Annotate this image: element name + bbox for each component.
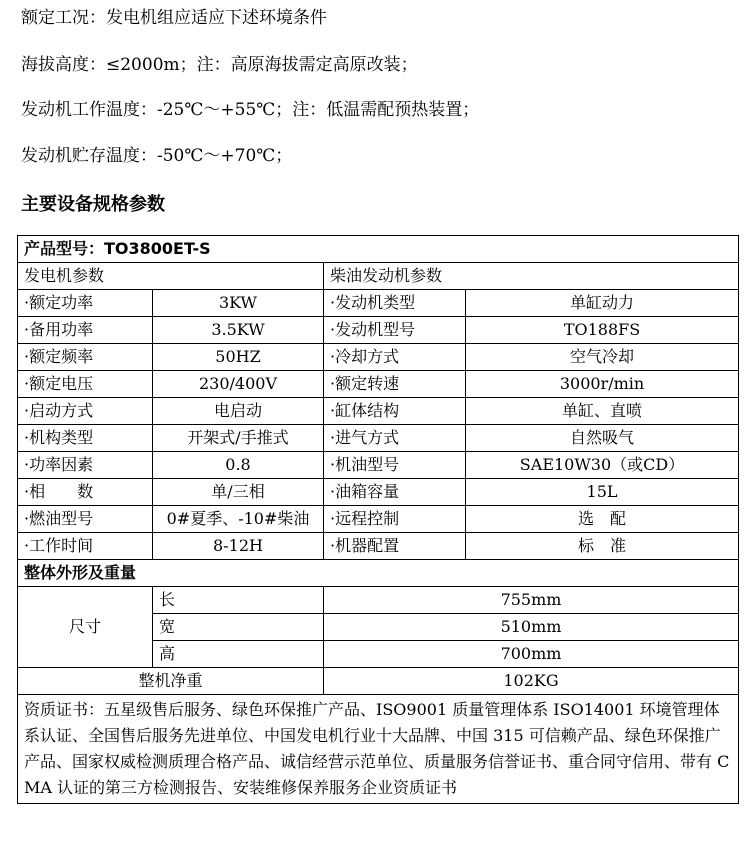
gen-param-value: 3.5KW — [153, 317, 324, 344]
gen-param-value: 单/三相 — [153, 479, 324, 506]
dimension-row-length — [18, 587, 739, 614]
dimensions-header: 整体外形及重量 — [18, 560, 739, 587]
weight-value: 102KG — [324, 668, 739, 695]
intro-line-conditions: 额定工况：发电机组应适应下述环境条件 — [21, 8, 327, 28]
eng-param-label: ·冷却方式 — [324, 344, 466, 371]
weight-label: 整机净重 — [18, 668, 324, 695]
table-row — [18, 398, 739, 425]
eng-param-label: ·机器配置 — [324, 533, 466, 560]
gen-param-label: ·燃油型号 — [18, 506, 153, 533]
gen-param-value: 3KW — [153, 290, 324, 317]
table-row — [18, 479, 739, 506]
gen-param-label: ·机构类型 — [18, 425, 153, 452]
gen-param-value: 电启动 — [153, 398, 324, 425]
gen-param-value: 50HZ — [153, 344, 324, 371]
gen-param-label: ·启动方式 — [18, 398, 153, 425]
model-cell: 产品型号：TO3800ET-S — [18, 236, 739, 263]
eng-param-label: ·机油型号 — [324, 452, 466, 479]
spec-table — [17, 235, 739, 804]
gen-param-label: ·功率因素 — [18, 452, 153, 479]
table-row — [18, 317, 739, 344]
eng-param-label: ·远程控制 — [324, 506, 466, 533]
certificates-row — [18, 695, 739, 804]
eng-param-value: 15L — [466, 479, 739, 506]
certificates-text: 资质证书：五星级售后服务、绿色环保推广产品、ISO9001 质量管理体系 ISO14001 环境管理体系认证、全国售后服务先进单位、中国发电机行业十大品牌、中国 315 可信赖产品、绿色环保推广产品、国家权威检测质理合格产品、诚信经营示范单位、质量服务信誉证书、重合同守信用、带有 CMA 认证的第三方检测报告、安装维修保养服务企业资质证书 — [18, 695, 739, 804]
intro-line-storage-temp: 发动机贮存温度：-50℃～+70℃； — [21, 146, 293, 166]
eng-param-label: ·缸体结构 — [324, 398, 466, 425]
gen-param-label: ·备用功率 — [18, 317, 153, 344]
dimension-value: 700mm — [324, 641, 739, 668]
intro-line-altitude: 海拔高度：≤2000m；注：高原海拔需定高原改装； — [21, 55, 418, 75]
model-row — [18, 236, 739, 263]
table-row — [18, 533, 739, 560]
dimension-value: 755mm — [324, 587, 739, 614]
intro-line-operating-temp: 发动机工作温度：-25℃～+55℃；注：低温需配预热装置； — [21, 100, 480, 120]
eng-param-label: ·发动机类型 — [324, 290, 466, 317]
table-row — [18, 344, 739, 371]
group-header-row — [18, 263, 739, 290]
eng-param-value: 选 配 — [466, 506, 739, 533]
engine-params-header: 柴油发动机参数 — [324, 263, 739, 290]
eng-param-label: ·油箱容量 — [324, 479, 466, 506]
table-row — [18, 452, 739, 479]
eng-param-label: ·额定转速 — [324, 371, 466, 398]
table-row — [18, 506, 739, 533]
table-row — [18, 290, 739, 317]
gen-param-value: 开架式/手推式 — [153, 425, 324, 452]
eng-param-value: 3000r/min — [466, 371, 739, 398]
weight-row — [18, 668, 739, 695]
eng-param-value: 自然吸气 — [466, 425, 739, 452]
eng-param-value: TO188FS — [466, 317, 739, 344]
gen-param-label: ·额定频率 — [18, 344, 153, 371]
gen-param-value: 8-12H — [153, 533, 324, 560]
eng-param-label: ·发动机型号 — [324, 317, 466, 344]
dimension-label: 宽 — [153, 614, 324, 641]
eng-param-value: SAE10W30（或CD） — [466, 452, 739, 479]
gen-param-value: 0#夏季、-10#柴油 — [153, 506, 324, 533]
dimension-label: 长 — [153, 587, 324, 614]
size-label: 尺寸 — [18, 587, 153, 668]
section-title: 主要设备规格参数 — [21, 194, 165, 215]
gen-param-value: 230/400V — [153, 371, 324, 398]
eng-param-value: 空气冷却 — [466, 344, 739, 371]
gen-param-label: ·额定功率 — [18, 290, 153, 317]
dimensions-header-row — [18, 560, 739, 587]
eng-param-label: ·进气方式 — [324, 425, 466, 452]
table-row — [18, 425, 739, 452]
eng-param-value: 单缸动力 — [466, 290, 739, 317]
dimension-label: 高 — [153, 641, 324, 668]
dimension-value: 510mm — [324, 614, 739, 641]
generator-params-header: 发电机参数 — [18, 263, 324, 290]
eng-param-value: 单缸、直喷 — [466, 398, 739, 425]
table-row — [18, 371, 739, 398]
gen-param-label: ·相 数 — [18, 479, 153, 506]
gen-param-value: 0.8 — [153, 452, 324, 479]
eng-param-value: 标 准 — [466, 533, 739, 560]
gen-param-label: ·工作时间 — [18, 533, 153, 560]
gen-param-label: ·额定电压 — [18, 371, 153, 398]
